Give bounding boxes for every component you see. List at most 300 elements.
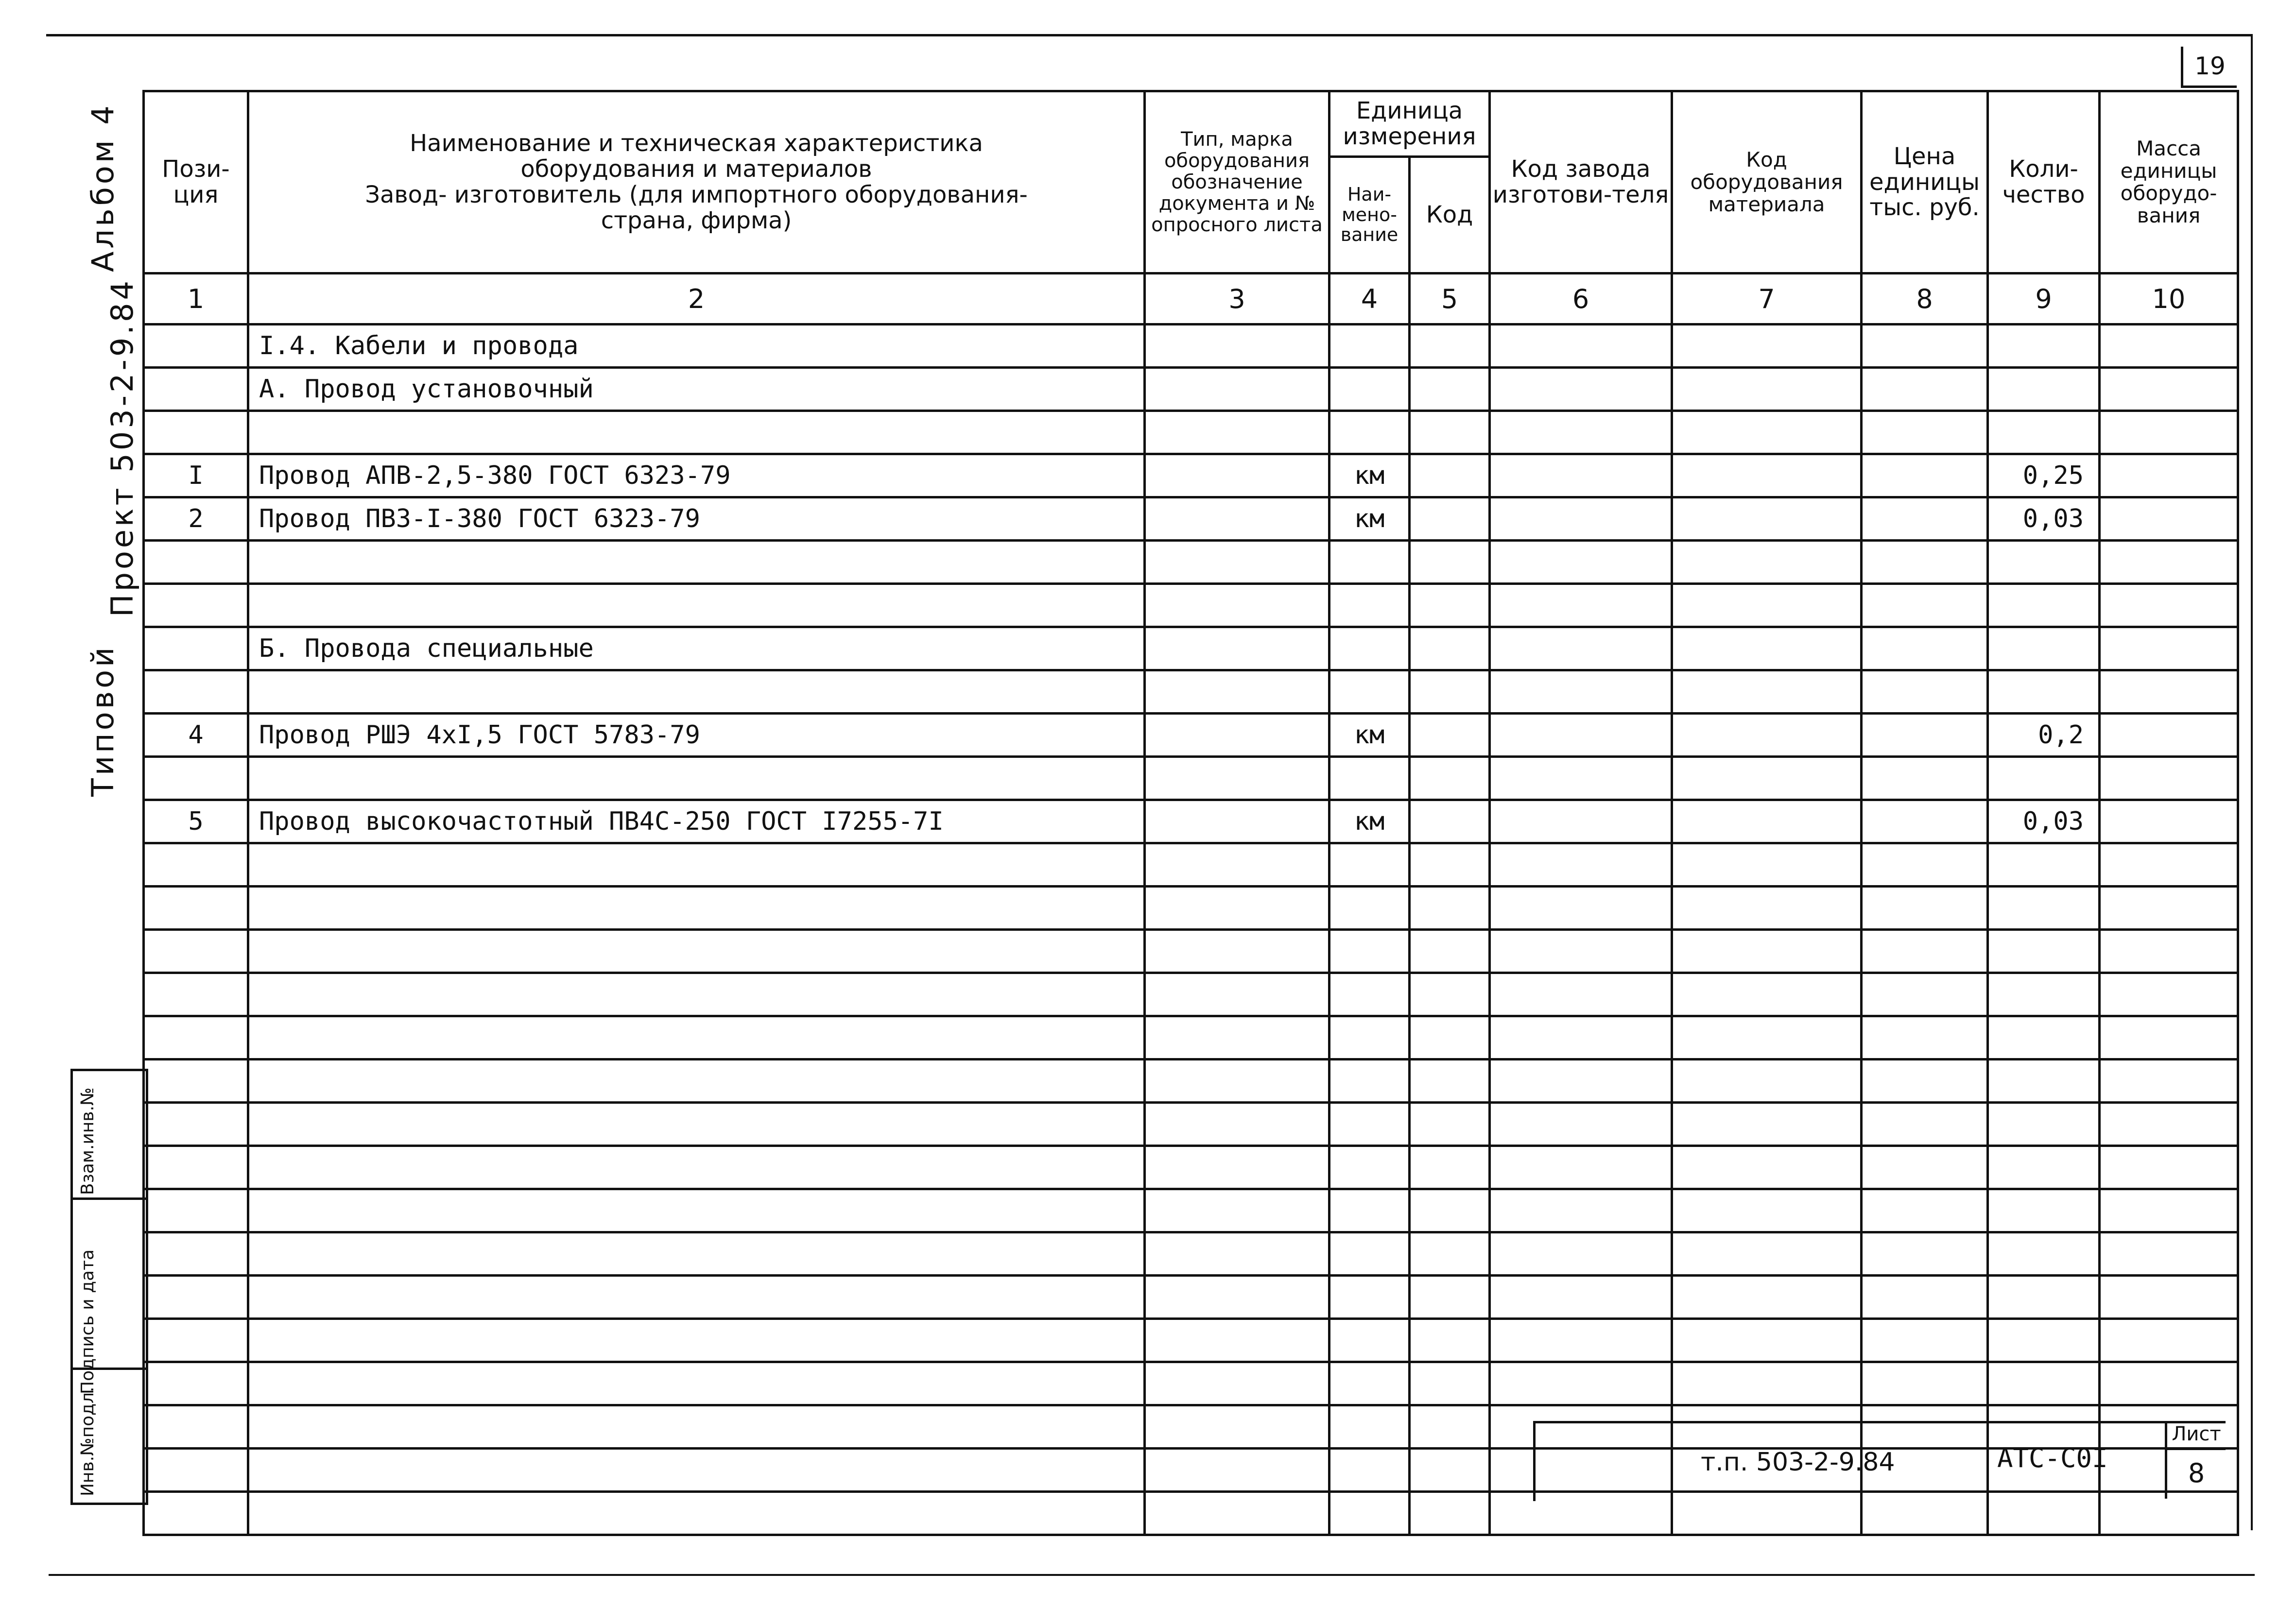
row-price	[1862, 714, 1988, 757]
header-row-1	[144, 91, 2238, 157]
header-unit: Единица измерения	[1329, 91, 1490, 157]
row-mass	[2100, 1016, 2238, 1060]
row-equipment-code	[1672, 887, 1862, 930]
row-position	[144, 930, 248, 973]
table-row	[144, 1362, 2238, 1405]
row-unit-code	[1410, 843, 1490, 887]
row-type	[1145, 1232, 1329, 1276]
row-position	[144, 627, 248, 670]
row-name	[248, 541, 1145, 584]
table-row	[144, 670, 2238, 714]
row-quantity	[1988, 757, 2100, 800]
table-row	[144, 714, 2238, 757]
table-row	[144, 1016, 2238, 1060]
row-type	[1145, 1146, 1329, 1189]
header-equipment-code: Код оборудования материала	[1672, 91, 1862, 274]
row-equipment-code	[1672, 411, 1862, 454]
row-mass	[2100, 670, 2238, 714]
row-factory-code	[1490, 584, 1672, 627]
row-unit: км	[1329, 714, 1410, 757]
table-row	[144, 973, 2238, 1016]
row-equipment-code	[1672, 541, 1862, 584]
table-row	[144, 584, 2238, 627]
row-factory-code	[1490, 1146, 1672, 1189]
row-factory-code	[1490, 973, 1672, 1016]
row-factory-code	[1490, 454, 1672, 497]
frame-bottom-border	[49, 1574, 2255, 1576]
table-row	[144, 454, 2238, 497]
specification-table	[142, 90, 2239, 1536]
row-equipment-code	[1672, 714, 1862, 757]
row-position	[144, 1146, 248, 1189]
row-position	[144, 1276, 248, 1319]
row-mass	[2100, 325, 2238, 368]
header-name-line3: Завод- изготовитель (для импортного оборудования-	[365, 181, 1028, 208]
row-type	[1145, 714, 1329, 757]
row-quantity	[1988, 411, 2100, 454]
row-quantity	[1988, 843, 2100, 887]
row-position	[144, 411, 248, 454]
row-position: I	[144, 454, 248, 497]
table-row	[144, 1189, 2238, 1232]
row-factory-code	[1490, 1319, 1672, 1362]
row-name	[248, 1405, 1145, 1449]
row-type	[1145, 757, 1329, 800]
row-equipment-code	[1672, 497, 1862, 541]
header-unit-name: Наи-мено-вание	[1329, 157, 1410, 274]
row-equipment-code	[1672, 1232, 1862, 1276]
row-name	[248, 757, 1145, 800]
row-unit-code	[1410, 1016, 1490, 1060]
row-mass	[2100, 714, 2238, 757]
row-unit-code	[1410, 411, 1490, 454]
row-type	[1145, 325, 1329, 368]
row-unit-code	[1410, 454, 1490, 497]
stamp-signature-label: Подпись и дата	[78, 1249, 98, 1394]
row-equipment-code	[1672, 843, 1862, 887]
row-price	[1862, 930, 1988, 973]
table-row	[144, 325, 2238, 368]
row-position: 4	[144, 714, 248, 757]
row-type	[1145, 454, 1329, 497]
row-equipment-code	[1672, 325, 1862, 368]
project-label: Проект 503-2-9.84	[104, 278, 140, 617]
row-unit-code	[1410, 325, 1490, 368]
row-unit-code	[1410, 714, 1490, 757]
row-equipment-code	[1672, 1362, 1862, 1405]
row-type	[1145, 887, 1329, 930]
row-factory-code	[1490, 411, 1672, 454]
row-unit	[1329, 411, 1410, 454]
row-type	[1145, 800, 1329, 843]
column-number-7: 7	[1672, 274, 1862, 325]
row-price	[1862, 1060, 1988, 1103]
row-quantity	[1988, 1146, 2100, 1189]
row-type	[1145, 584, 1329, 627]
row-name	[248, 1492, 1145, 1535]
column-number-8: 8	[1862, 274, 1988, 325]
row-position	[144, 1449, 248, 1492]
row-type	[1145, 1449, 1329, 1492]
table-row	[144, 930, 2238, 973]
table-row	[144, 411, 2238, 454]
row-mass	[2100, 411, 2238, 454]
row-quantity: 0,25	[1988, 454, 2100, 497]
row-factory-code	[1490, 887, 1672, 930]
row-name	[248, 1232, 1145, 1276]
row-unit-code	[1410, 670, 1490, 714]
row-name	[248, 930, 1145, 973]
row-type	[1145, 497, 1329, 541]
header-factory-code: Код завода изготови-теля	[1490, 91, 1672, 274]
column-number-10: 10	[2100, 274, 2238, 325]
row-unit	[1329, 1232, 1410, 1276]
row-price	[1862, 325, 1988, 368]
row-equipment-code	[1672, 454, 1862, 497]
row-quantity	[1988, 670, 2100, 714]
row-name: Провод высокочастотный ПВ4С-250 ГОСТ I7255-7I	[248, 800, 1145, 843]
row-equipment-code	[1672, 1016, 1862, 1060]
row-position	[144, 1492, 248, 1535]
row-factory-code	[1490, 1276, 1672, 1319]
row-price	[1862, 368, 1988, 411]
row-position	[144, 368, 248, 411]
row-unit: км	[1329, 454, 1410, 497]
row-unit	[1329, 757, 1410, 800]
row-type	[1145, 1103, 1329, 1146]
column-number-6: 6	[1490, 274, 1672, 325]
row-name: Б. Провода специальные	[248, 627, 1145, 670]
row-name	[248, 887, 1145, 930]
row-position	[144, 1016, 248, 1060]
row-quantity	[1988, 887, 2100, 930]
row-position	[144, 1319, 248, 1362]
row-mass	[2100, 627, 2238, 670]
row-quantity	[1988, 584, 2100, 627]
row-price	[1862, 757, 1988, 800]
row-unit	[1329, 325, 1410, 368]
row-mass	[2100, 1319, 2238, 1362]
row-price	[1862, 497, 1988, 541]
row-name	[248, 1103, 1145, 1146]
row-unit	[1329, 843, 1410, 887]
row-price	[1862, 584, 1988, 627]
row-position: 2	[144, 497, 248, 541]
row-mass	[2100, 757, 2238, 800]
row-unit-code	[1410, 800, 1490, 843]
row-quantity: 0,03	[1988, 800, 2100, 843]
row-unit	[1329, 1189, 1410, 1232]
row-position	[144, 325, 248, 368]
row-position	[144, 973, 248, 1016]
row-type	[1145, 1362, 1329, 1405]
frame-right-border	[2251, 34, 2253, 1530]
row-unit	[1329, 930, 1410, 973]
row-equipment-code	[1672, 368, 1862, 411]
row-price	[1862, 541, 1988, 584]
row-quantity: 0,2	[1988, 714, 2100, 757]
stamp-replaced-label: Взам.инв.№	[78, 1087, 98, 1195]
row-name: Провод АПВ-2,5-380 ГОСТ 6323-79	[248, 454, 1145, 497]
row-factory-code	[1490, 843, 1672, 887]
table-body	[144, 325, 2238, 1535]
row-unit-code	[1410, 1232, 1490, 1276]
column-number-row	[144, 274, 2238, 325]
table-row	[144, 541, 2238, 584]
table-row	[144, 843, 2238, 887]
table-row	[144, 800, 2238, 843]
row-mass	[2100, 1146, 2238, 1189]
row-type	[1145, 670, 1329, 714]
row-name	[248, 843, 1145, 887]
row-equipment-code	[1672, 1189, 1862, 1232]
row-type	[1145, 1492, 1329, 1535]
row-equipment-code	[1672, 973, 1862, 1016]
row-unit-code	[1410, 368, 1490, 411]
header-price: Цена единицы тыс. руб.	[1862, 91, 1988, 274]
stamp-inv-label: Инв.№подл.	[78, 1386, 98, 1496]
row-factory-code	[1490, 497, 1672, 541]
column-number-5: 5	[1410, 274, 1490, 325]
row-equipment-code	[1672, 757, 1862, 800]
row-type	[1145, 541, 1329, 584]
album-label: Альбом 4	[85, 103, 121, 272]
row-name	[248, 1276, 1145, 1319]
row-type	[1145, 1319, 1329, 1362]
row-unit: км	[1329, 497, 1410, 541]
row-factory-code	[1490, 714, 1672, 757]
row-quantity	[1988, 1103, 2100, 1146]
row-factory-code	[1490, 1016, 1672, 1060]
row-unit	[1329, 584, 1410, 627]
row-name: I.4. Кабели и провода	[248, 325, 1145, 368]
row-equipment-code	[1672, 1146, 1862, 1189]
column-number-1: 1	[144, 274, 248, 325]
row-factory-code	[1490, 930, 1672, 973]
header-mass: Масса единицы оборудо-вания	[2100, 91, 2238, 274]
row-quantity	[1988, 1362, 2100, 1405]
row-position	[144, 541, 248, 584]
row-unit-code	[1410, 1449, 1490, 1492]
row-quantity	[1988, 1232, 2100, 1276]
row-equipment-code	[1672, 1060, 1862, 1103]
row-name: Провод ПВЗ-I-380 ГОСТ 6323-79	[248, 497, 1145, 541]
row-unit	[1329, 887, 1410, 930]
row-price	[1862, 1103, 1988, 1146]
table-row	[144, 1103, 2238, 1146]
row-position	[144, 1362, 248, 1405]
row-name	[248, 670, 1145, 714]
row-unit	[1329, 1319, 1410, 1362]
title-block-code: т.п. 503-2-9.84	[1701, 1448, 1895, 1477]
row-position	[144, 757, 248, 800]
row-unit-code	[1410, 887, 1490, 930]
row-equipment-code	[1672, 1276, 1862, 1319]
row-name	[248, 1016, 1145, 1060]
row-type	[1145, 973, 1329, 1016]
row-price	[1862, 1189, 1988, 1232]
row-equipment-code	[1672, 1103, 1862, 1146]
sheet-value: 8	[2188, 1458, 2205, 1488]
row-price	[1862, 1016, 1988, 1060]
row-price	[1862, 411, 1988, 454]
row-price	[1862, 887, 1988, 930]
row-unit	[1329, 1060, 1410, 1103]
table-row	[144, 1276, 2238, 1319]
row-name	[248, 1362, 1145, 1405]
row-unit-code	[1410, 1362, 1490, 1405]
row-unit	[1329, 1362, 1410, 1405]
row-quantity	[1988, 1016, 2100, 1060]
row-name	[248, 411, 1145, 454]
row-unit	[1329, 670, 1410, 714]
row-mass	[2100, 1232, 2238, 1276]
sheet-label: Лист	[2167, 1421, 2226, 1450]
row-quantity	[1988, 541, 2100, 584]
row-unit-code	[1410, 1060, 1490, 1103]
header-name-line2: оборудования и материалов	[520, 155, 872, 183]
row-type	[1145, 411, 1329, 454]
row-quantity	[1988, 1319, 2100, 1362]
row-unit-code	[1410, 584, 1490, 627]
row-type	[1145, 930, 1329, 973]
row-name	[248, 1319, 1145, 1362]
row-quantity	[1988, 368, 2100, 411]
typical-label: Типовой	[85, 644, 121, 797]
sheet-number: 19	[2181, 47, 2237, 88]
row-equipment-code	[1672, 800, 1862, 843]
row-name: Провод РШЭ 4хI,5 ГОСТ 5783-79	[248, 714, 1145, 757]
row-factory-code	[1490, 800, 1672, 843]
row-mass	[2100, 800, 2238, 843]
row-quantity	[1988, 627, 2100, 670]
row-price	[1862, 1319, 1988, 1362]
row-unit-code	[1410, 627, 1490, 670]
row-price	[1862, 454, 1988, 497]
row-type	[1145, 1276, 1329, 1319]
row-unit-code	[1410, 1276, 1490, 1319]
row-mass	[2100, 973, 2238, 1016]
row-unit	[1329, 1492, 1410, 1535]
header-unit-code: Код	[1410, 157, 1490, 274]
row-factory-code	[1490, 670, 1672, 714]
row-unit	[1329, 541, 1410, 584]
row-mass	[2100, 843, 2238, 887]
row-position	[144, 1405, 248, 1449]
row-position	[144, 1103, 248, 1146]
row-mass	[2100, 584, 2238, 627]
header-name-line1: Наименование и техническая характеристика	[410, 130, 983, 157]
table-row	[144, 1060, 2238, 1103]
row-mass	[2100, 887, 2238, 930]
row-factory-code	[1490, 1232, 1672, 1276]
row-unit	[1329, 1276, 1410, 1319]
row-mass	[2100, 1276, 2238, 1319]
header-name-line4: страна, фирма)	[601, 206, 792, 234]
row-mass	[2100, 1362, 2238, 1405]
row-unit-code	[1410, 1319, 1490, 1362]
row-price	[1862, 670, 1988, 714]
row-name	[248, 1449, 1145, 1492]
row-name	[248, 1146, 1145, 1189]
row-position	[144, 887, 248, 930]
header-position: Пози-ция	[144, 91, 248, 274]
row-position	[144, 1232, 248, 1276]
row-unit	[1329, 1405, 1410, 1449]
row-name	[248, 973, 1145, 1016]
row-position	[144, 1060, 248, 1103]
row-unit-code	[1410, 541, 1490, 584]
row-price	[1862, 1362, 1988, 1405]
row-type	[1145, 627, 1329, 670]
row-price	[1862, 1276, 1988, 1319]
row-unit	[1329, 1103, 1410, 1146]
row-equipment-code	[1672, 584, 1862, 627]
table-row	[144, 497, 2238, 541]
row-quantity	[1988, 1060, 2100, 1103]
row-unit-code	[1410, 757, 1490, 800]
table-row	[144, 757, 2238, 800]
row-name	[248, 1189, 1145, 1232]
title-block-mark: АТС-С0I	[1997, 1443, 2108, 1473]
row-quantity	[1988, 1189, 2100, 1232]
header-type: Тип, марка оборудования обозначение документа и № опросного листа	[1145, 91, 1329, 274]
row-unit-code	[1410, 973, 1490, 1016]
row-price	[1862, 1232, 1988, 1276]
row-unit-code	[1410, 1146, 1490, 1189]
row-name: А. Провод установочный	[248, 368, 1145, 411]
row-quantity	[1988, 973, 2100, 1016]
header-quantity: Коли-чество	[1988, 91, 2100, 274]
title-block-sheet-box	[2165, 1421, 2226, 1499]
row-type	[1145, 1060, 1329, 1103]
row-quantity	[1988, 325, 2100, 368]
row-equipment-code	[1672, 627, 1862, 670]
row-factory-code	[1490, 325, 1672, 368]
row-type	[1145, 843, 1329, 887]
column-number-3: 3	[1145, 274, 1329, 325]
row-position	[144, 584, 248, 627]
header-name	[248, 91, 1145, 274]
row-unit-code	[1410, 497, 1490, 541]
row-factory-code	[1490, 368, 1672, 411]
row-mass	[2100, 368, 2238, 411]
table-row	[144, 1232, 2238, 1276]
row-factory-code	[1490, 1362, 1672, 1405]
column-number-4: 4	[1329, 274, 1410, 325]
row-unit	[1329, 627, 1410, 670]
row-mass	[2100, 930, 2238, 973]
row-mass	[2100, 497, 2238, 541]
row-unit-code	[1410, 1103, 1490, 1146]
row-unit-code	[1410, 1492, 1490, 1535]
table-row	[144, 1319, 2238, 1362]
row-position	[144, 843, 248, 887]
row-factory-code	[1490, 627, 1672, 670]
row-name	[248, 1060, 1145, 1103]
row-position	[144, 1189, 248, 1232]
column-number-2: 2	[248, 274, 1145, 325]
row-factory-code	[1490, 1189, 1672, 1232]
row-mass	[2100, 1103, 2238, 1146]
table-row	[144, 368, 2238, 411]
row-type	[1145, 1016, 1329, 1060]
row-unit	[1329, 973, 1410, 1016]
row-equipment-code	[1672, 670, 1862, 714]
row-factory-code	[1490, 1060, 1672, 1103]
row-quantity	[1988, 1276, 2100, 1319]
row-name	[248, 584, 1145, 627]
